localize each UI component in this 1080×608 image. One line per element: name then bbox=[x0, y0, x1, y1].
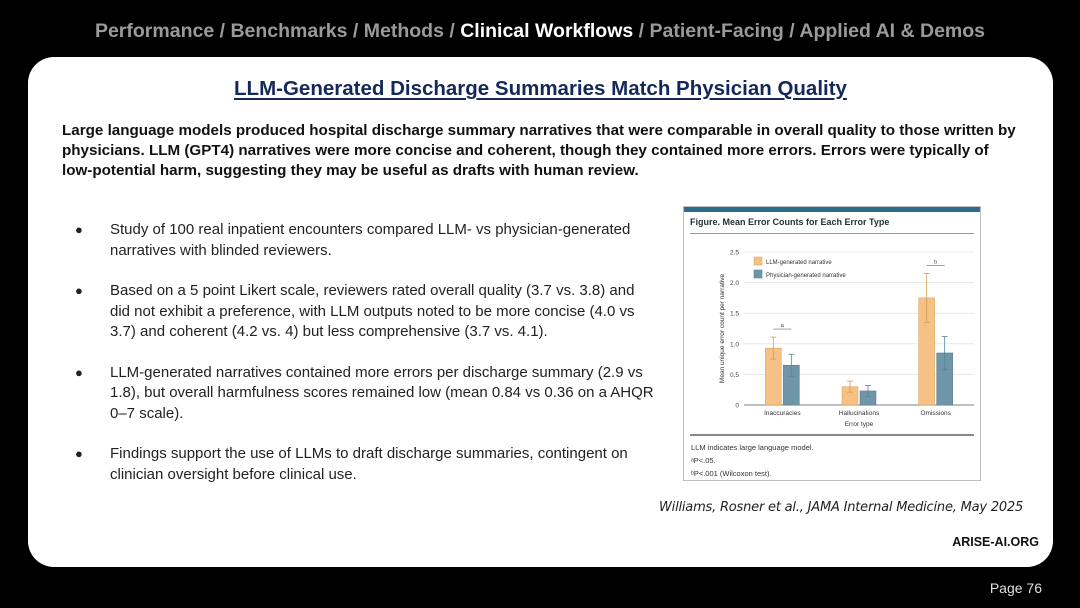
figure-panel bbox=[683, 206, 981, 481]
y-tick-label: 1.0 bbox=[729, 341, 739, 349]
significance-mark: a bbox=[780, 323, 784, 330]
nav-item-benchmarks[interactable]: Benchmarks bbox=[230, 20, 348, 42]
nav-separator: / bbox=[449, 20, 455, 42]
bullet-dot-icon: ● bbox=[75, 283, 83, 298]
legend-label: LLM-generated narrative bbox=[766, 260, 832, 266]
y-tick-label: 1.5 bbox=[729, 310, 739, 318]
figure-note-1: LLM indicates large language model. bbox=[691, 443, 814, 452]
bullet-text: Findings support the use of LLMs to draft discharge summaries, contingent on clinician oversight before clinical use. bbox=[110, 445, 628, 483]
bullet-text: LLM-generated narratives contained more errors per discharge summary (2.9 vs 1.8), but overall harmfulness scores remained low (mean 0.84 vs 0.36 on a AHQR 0–7 scale). bbox=[110, 363, 654, 422]
figure-rule-bottom bbox=[690, 434, 974, 436]
nav-separator: / bbox=[352, 20, 359, 42]
citation: Williams, Rosner et al., JAMA Internal Medicine, May 2025 bbox=[659, 500, 1024, 515]
y-tick-label: 0.5 bbox=[729, 371, 739, 379]
bullet-list bbox=[68, 220, 658, 505]
nav-separator: / bbox=[638, 20, 645, 42]
legend-swatch bbox=[754, 270, 762, 278]
bar-chart bbox=[684, 237, 982, 432]
significance-mark: b bbox=[934, 259, 938, 266]
bullet-dot-icon: ● bbox=[75, 222, 83, 237]
y-axis-label: Mean unique error count per narrative bbox=[719, 273, 726, 384]
bullet-dot-icon: ● bbox=[75, 364, 83, 380]
x-tick-label: Inaccuracies bbox=[764, 410, 801, 417]
y-tick-label: 2.0 bbox=[729, 280, 739, 288]
figure-note-2: ᵃP<.05. bbox=[691, 456, 716, 465]
bullet-item bbox=[68, 363, 658, 425]
x-axis-label: Error type bbox=[844, 421, 874, 428]
nav-item-performance[interactable]: Performance bbox=[94, 20, 215, 42]
y-tick-label: 0 bbox=[735, 402, 739, 410]
brand-logo-text: ARISE-AI.ORG bbox=[952, 535, 1039, 549]
bullet-item bbox=[68, 281, 658, 343]
x-tick-label: Omissions bbox=[920, 410, 951, 417]
x-tick-label: Hallucinations bbox=[838, 410, 880, 417]
nav-item-patient-facing[interactable]: Patient-Facing bbox=[649, 20, 784, 42]
nav-item-clinical-workflows[interactable]: Clinical Workflows bbox=[460, 20, 634, 42]
bullet-item bbox=[68, 444, 658, 485]
figure-note-3: ᵇP<.001 (Wilcoxon test). bbox=[691, 469, 772, 478]
nav-item-applied-ai-demos[interactable]: Applied AI & Demos bbox=[799, 20, 986, 42]
page-number: Page 76 bbox=[989, 580, 1042, 596]
bullet-text: Based on a 5 point Likert scale, reviewers rated overall quality (3.7 vs. 3.8) and did not exhibit a preference, with LLM outputs noted to be more concise (4.0 vs 3.7) and coherent (4.2 vs. 4) but less comprehensive (3.7 vs. 4.1). bbox=[110, 282, 635, 340]
bullet-dot-icon: ● bbox=[75, 446, 83, 461]
slide-title: LLM-Generated Discharge Summaries Match Physician Quality bbox=[234, 77, 847, 100]
legend-label: Physician-generated narrative bbox=[766, 273, 846, 279]
nav-item-methods[interactable]: Methods bbox=[363, 20, 444, 42]
summary-paragraph: Large language models produced hospital discharge summary narratives that were comparable in overall quality to those written by physicians. LLM (GPT4) narratives were more concise and coherent, though they contained more errors. Errors were typically of low-potential harm, suggesting they may be useful as drafts with human review. bbox=[62, 122, 1016, 179]
figure-title: Figure. Mean Error Counts for Each Error Type bbox=[690, 217, 890, 227]
bullet-item bbox=[68, 220, 658, 261]
figure-rule bbox=[690, 233, 974, 234]
bullet-text: Study of 100 real inpatient encounters compared LLM- vs physician-generated narratives with blinded reviewers. bbox=[110, 221, 631, 259]
nav-separator: / bbox=[789, 20, 795, 42]
breadcrumb-nav bbox=[0, 20, 1080, 43]
nav-separator: / bbox=[219, 20, 226, 42]
legend-swatch bbox=[754, 257, 762, 265]
y-tick-label: 2.5 bbox=[729, 249, 739, 257]
figure-accent-bar bbox=[684, 207, 980, 212]
slide-card bbox=[28, 57, 1053, 567]
